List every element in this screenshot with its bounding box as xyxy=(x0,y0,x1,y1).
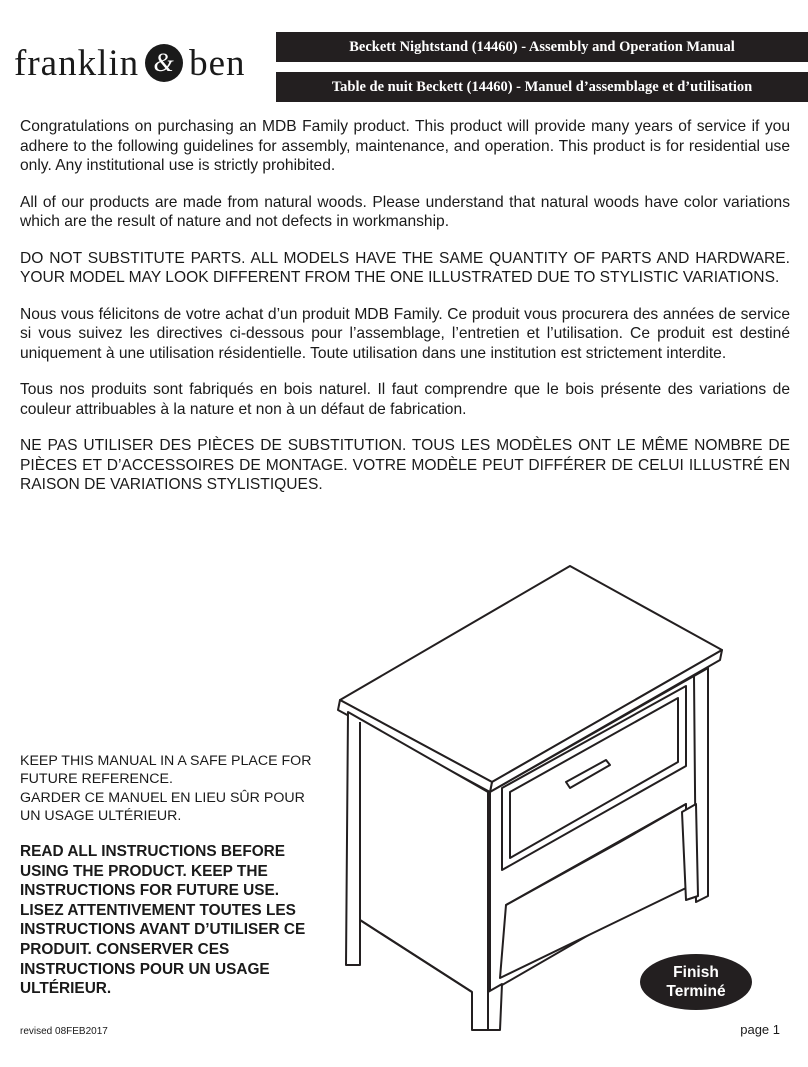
finish-badge xyxy=(640,954,752,1010)
paragraph-congratulations-fr: Nous vous félicitons de votre achat d’un produit MDB Family. Ce produit vous procurera des années de service si vous suivez les directives ci-dessous pour l’assemblage, l’entretien et l’utilisation. Ce produit est destiné uniquement à une utilisation résidentielle. Toute utilisation dans une institution est strictement interdite. xyxy=(20,305,790,362)
brand-name-left: franklin xyxy=(14,42,140,84)
paragraph-substitute-parts-fr: NE PAS UTILISER DES PIÈCES DE SUBSTITUTION. TOUS LES MODÈLES ONT LE MÊME NOMBRE DE PIÈCES ET D’ACCESSOIRES DE MONTAGE. VOTRE MODÈLE PEUT DIFFÉRER DE CELUI ILLUSTRÉ EN RAISON DE VARIATIONS STYLISTIQUES. xyxy=(20,437,790,493)
finish-label-fr: Terminé xyxy=(666,983,726,1000)
page-number: page 1 xyxy=(740,1022,780,1037)
brand-logo xyxy=(14,38,246,88)
intro-text xyxy=(20,117,790,512)
manual-title-fr: Table de nuit Beckett (14460) - Manuel d’assemblage et d’utilisation xyxy=(276,72,808,102)
ampersand-seal: & xyxy=(145,44,183,82)
paragraph-congratulations-en: Congratulations on purchasing an MDB Family product. This product will provide many years of service if you adhere to the following guidelines for assembly, maintenance, and operation. This product is for residential use only. Any institutional use is strictly prohibited. xyxy=(20,118,790,174)
read-instructions-fr: LISEZ ATTENTIVEMENT TOUTES LES INSTRUCTIONS AVANT D’UTILISER CE PRODUIT. CONSERVER CES INSTRUCTIONS POUR UN USAGE ULTÉRIEUR. xyxy=(20,901,306,998)
manual-title-block xyxy=(276,32,808,102)
read-instructions-notice xyxy=(20,842,310,999)
finish-label-en: Finish xyxy=(673,964,719,981)
paragraph-natural-woods-fr: Tous nos produits sont fabriqués en bois naturel. Il faut comprendre que le bois présente des variations de couleur attribuables à la nature et non à un défaut de fabrication. xyxy=(20,381,790,418)
keep-manual-notice xyxy=(20,752,320,826)
keep-manual-en: KEEP THIS MANUAL IN A SAFE PLACE FOR FUTURE REFERENCE. xyxy=(20,753,312,787)
paragraph-natural-woods-en: All of our products are made from natural woods. Please understand that natural woods have color variations which are the result of nature and not defects in workmanship. xyxy=(20,193,790,230)
revision-date: revised 08FEB2017 xyxy=(20,1026,108,1037)
paragraph-substitute-parts-en: DO NOT SUBSTITUTE PARTS. ALL MODELS HAVE THE SAME QUANTITY OF PARTS AND HARDWARE. YOUR MODEL MAY LOOK DIFFERENT FROM THE ONE ILLUSTRATED DUE TO STYLISTIC VARIATIONS. xyxy=(20,249,790,286)
manual-title-en: Beckett Nightstand (14460) - Assembly and Operation Manual xyxy=(276,32,808,62)
brand-name-right: ben xyxy=(189,42,246,84)
keep-manual-fr: GARDER CE MANUEL EN LIEU SÛR POUR UN USAGE ULTÉRIEUR. xyxy=(20,790,305,824)
read-instructions-en: READ ALL INSTRUCTIONS BEFORE USING THE PRODUCT. KEEP THE INSTRUCTIONS FOR FUTURE USE. xyxy=(20,843,286,900)
